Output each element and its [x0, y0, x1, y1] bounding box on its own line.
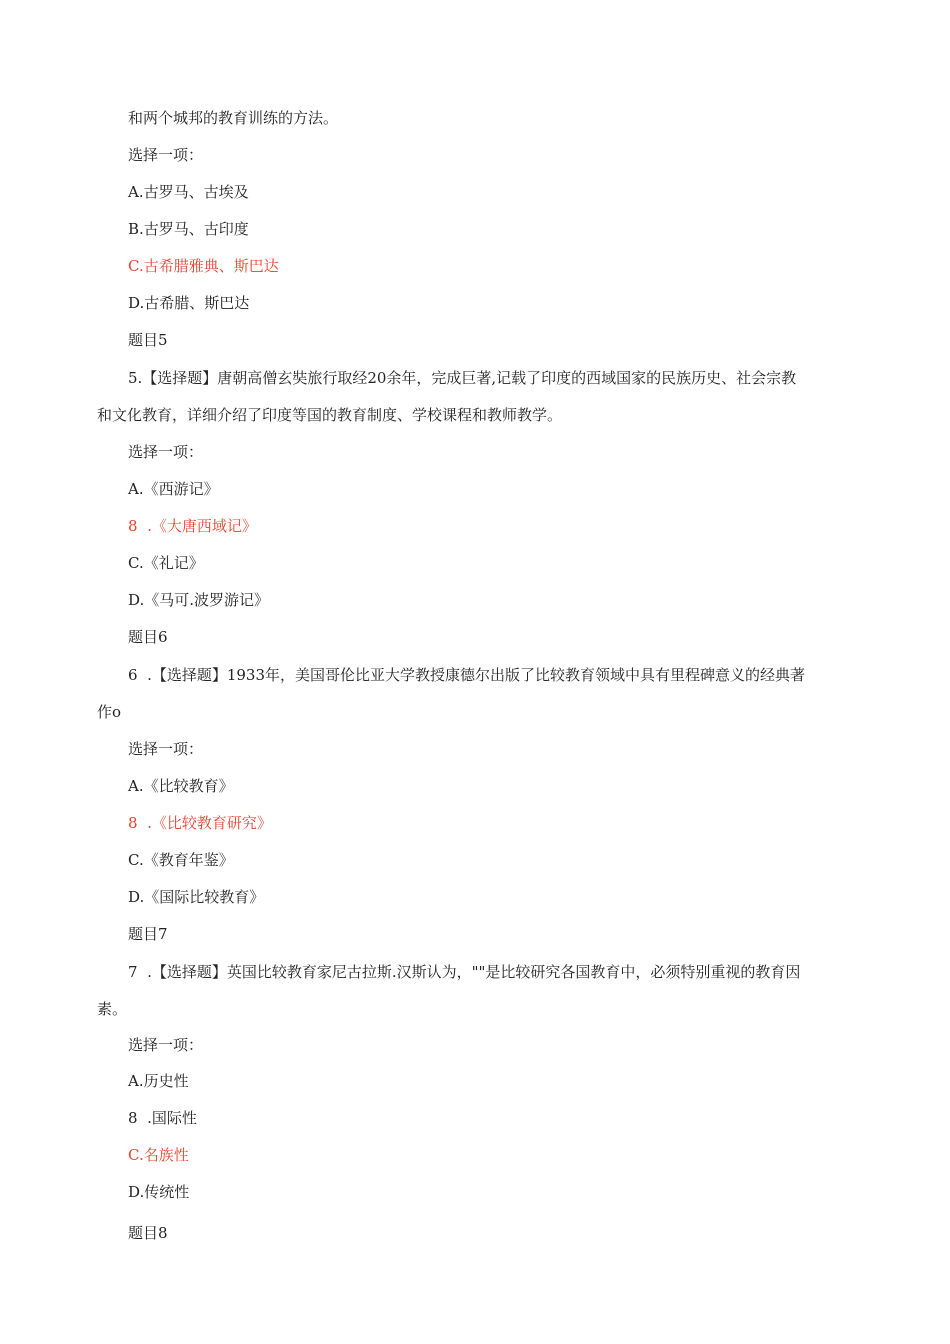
question-5-option-c[interactable]: C.《礼记》 [128, 554, 204, 572]
question-7-text-line1: 7 .【选择题】英国比较教育家尼古拉斯.汉斯认为，""是比较研究各国教育中，必须特别重视的教育因 [128, 963, 801, 981]
question-5-option-d[interactable]: D.《马可.波罗游记》 [128, 591, 270, 609]
question-7-text-line2: 素。 [97, 1000, 128, 1018]
question-4-option-c-correct[interactable]: C.古希腊雅典、斯巴达 [128, 257, 279, 275]
question-6-text-line2: 作o [97, 703, 122, 721]
question-5-text-line1: 5.【选择题】唐朝高僧玄奘旅行取经20余年，完成巨著,记载了印度的西域国家的民族历史、社会宗教 [128, 369, 797, 387]
question-7-heading: 题目7 [128, 925, 168, 943]
question-6-option-b-correct[interactable]: 8 .《比较教育研究》 [128, 814, 272, 832]
question-5-prompt: 选择一项： [128, 443, 204, 461]
question-5-text-line2: 和文化教育，详细介绍了印度等国的教育制度、学校课程和教师教学。 [97, 406, 563, 424]
question-4-option-d[interactable]: D.古希腊、斯巴达 [128, 294, 250, 312]
question-4-option-a[interactable]: A.古罗马、古埃及 [128, 183, 249, 201]
question-4-option-b[interactable]: B.古罗马、古印度 [128, 220, 249, 238]
question-6-option-a[interactable]: A.《比较教育》 [128, 777, 234, 795]
question-4-prompt: 选择一项： [128, 146, 204, 164]
question-4-text-continuation: 和两个城邦的教育训练的方法。 [128, 109, 339, 127]
question-6-option-d[interactable]: D.《国际比较教育》 [128, 888, 265, 906]
question-7-option-b[interactable]: 8 .国际性 [128, 1109, 197, 1127]
question-7-option-a[interactable]: A.历史性 [128, 1072, 189, 1090]
question-7-option-c-correct[interactable]: C.名族性 [128, 1146, 189, 1164]
question-5-option-b-correct[interactable]: 8 .《大唐西域记》 [128, 517, 257, 535]
question-6-text-line1: 6 .【选择题】1933年，美国哥伦比亚大学教授康德尔出版了比较教育领域中具有里程碑意义的经典著 [128, 666, 806, 684]
question-7-option-d[interactable]: D.传统性 [128, 1183, 190, 1201]
question-7-prompt: 选择一项： [128, 1036, 204, 1054]
question-8-heading: 题目8 [128, 1224, 168, 1242]
question-6-option-c[interactable]: C.《教育年鉴》 [128, 851, 234, 869]
question-5-heading: 题目5 [128, 331, 168, 349]
question-6-heading: 题目6 [128, 628, 168, 646]
question-5-option-a[interactable]: A.《西游记》 [128, 480, 219, 498]
question-6-prompt: 选择一项： [128, 740, 204, 758]
